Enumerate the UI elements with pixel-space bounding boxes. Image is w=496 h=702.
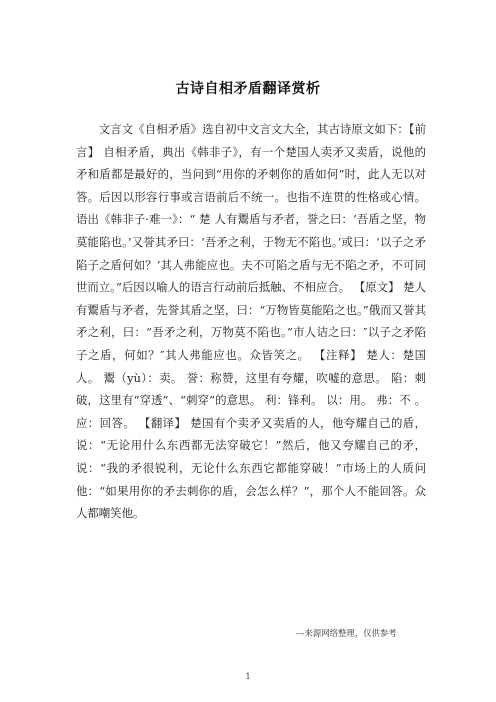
document-title: 古诗自相矛盾翻译赏析 xyxy=(175,81,321,97)
body-paragraph: 文言文《自相矛盾》选自初中文言文大全，其古诗原文如下：【前言】 自相矛盾，典出《韩非子》，有一个楚国人卖矛又卖盾，说他的矛和盾都是最好的，当问到“用你的矛刺你的盾如何”时，此人无以对答。后因以形容行事或言语前后不统一。也指不连贯的性格或心情。语出《韩非子·难一》：“ 楚 人有鬻盾与矛者，誉之曰：‘吾盾之坚，物莫能陷也。’又誉其矛曰：‘吾矛之利，于物无不陷也。’或曰：‘以子之矛陷子之盾何如？’其人弗能应也。夫不可陷之盾与无不陷之矛，不可同世而立。”后因以喻人的语言行动前后抵触、不相应合。 【原文】 楚人有鬻盾与矛者，先誉其盾之坚，曰：“万物皆莫能陷之也。”俄而又誉其矛之利，曰：“吾矛之利，万物莫不陷也。”市人诘之曰：″以子之矛陷子之盾，何如？″其人弗能应也。众皆笑之。 【注释】 楚人：楚国人。 鬻（yù）：卖。 誉：称赞，这里有夸耀，吹嘘的意思。 陷：刺破，这里有“穿透”、“刺穿”的意思。 利：锋利。 以：用。 弗：不 。 应：回答。 【翻译】 楚国有个卖矛又卖盾的人，他夸耀自己的盾，说：“无论用什么东西都无法穿破它！”然后，他又夸耀自己的矛，说：“我的矛很锐利，无论什么东西它都能穿破！”市场上的人质问他：“如果用你的矛去刺你的盾，会怎么样？”，那个人不能回答。众人都嘲笑他。 xyxy=(76,122,426,521)
page-number: 1 xyxy=(245,672,251,681)
document-body xyxy=(76,118,426,525)
source-note: ---来源网络整理，仅供参考 xyxy=(296,628,397,638)
